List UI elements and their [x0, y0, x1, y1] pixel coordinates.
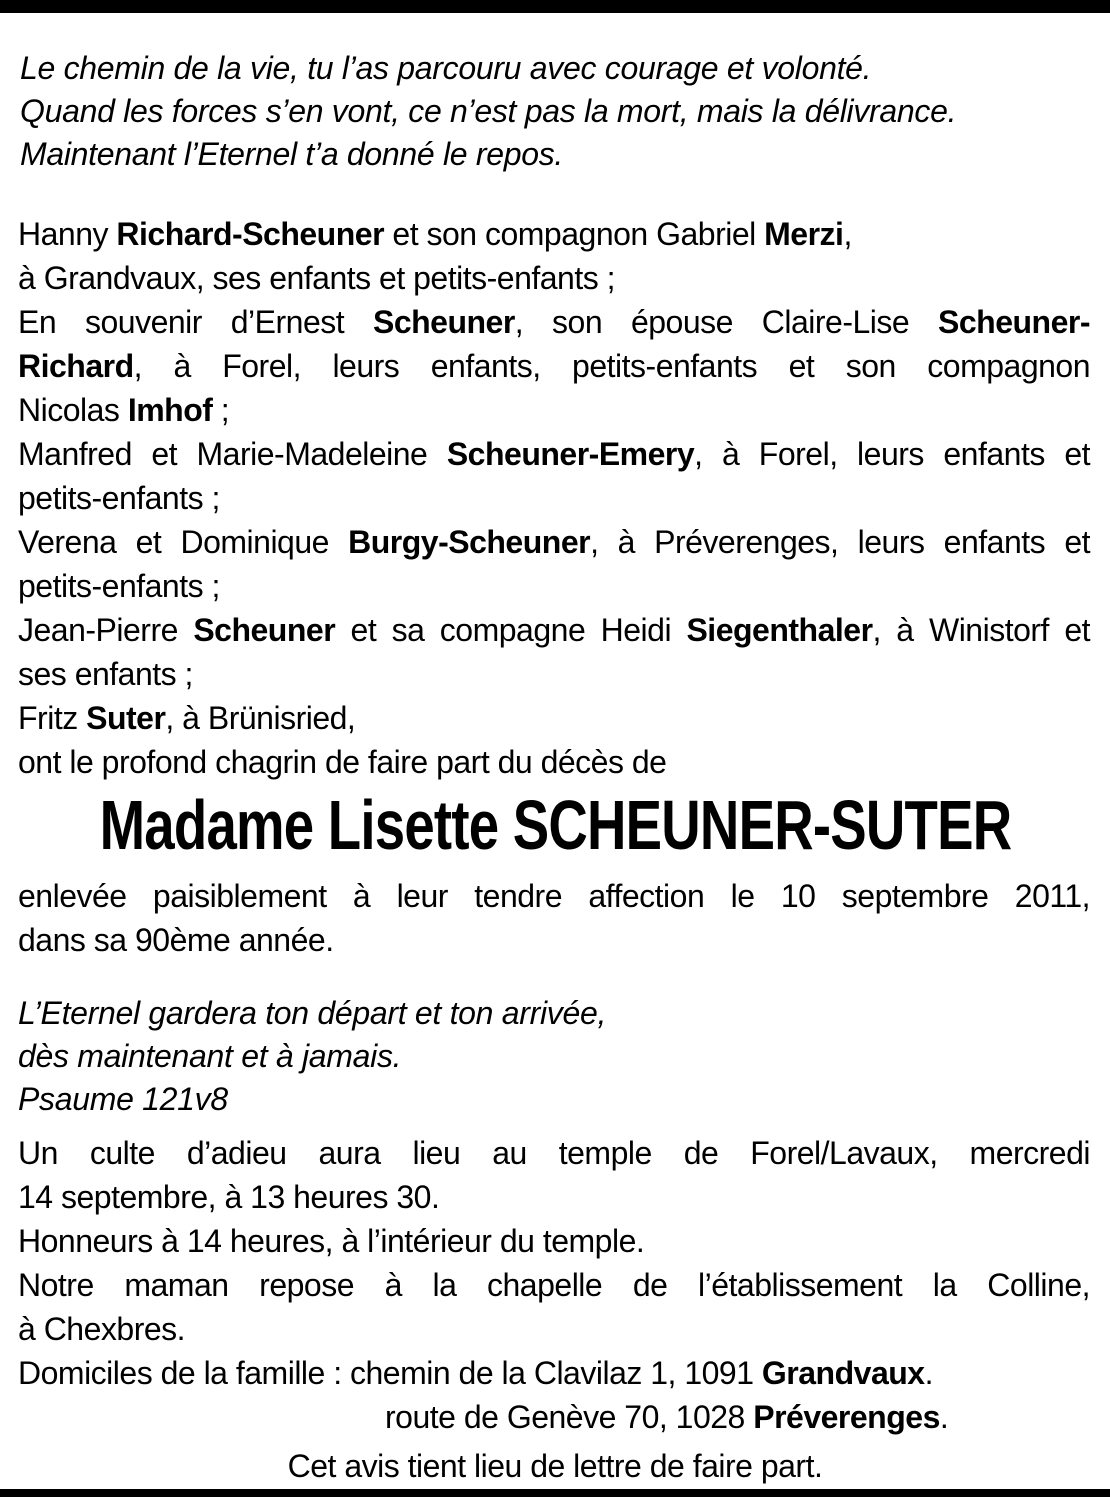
family-line: En souvenir d’Ernest Scheuner, son épouse Claire-Lise Scheuner-: [18, 304, 1090, 340]
ceremony-details: [18, 1131, 1090, 1439]
psalm-line: L’Eternel gardera ton départ et ton arrivée,: [18, 995, 607, 1031]
family-line: ses enfants ;: [18, 656, 193, 692]
family-announcement: [18, 212, 1090, 784]
ceremony-line: Honneurs à 14 heures, à l’intérieur du temple.: [18, 1223, 645, 1259]
family-address-line: Domiciles de la famille : chemin de la Clavilaz 1, 1091 Grandvaux.: [18, 1355, 933, 1391]
ceremony-line: Notre maman repose à la chapelle de l’établissement la Colline,: [18, 1267, 1090, 1303]
top-border-bar: [0, 0, 1110, 13]
ceremony-line: à Chexbres.: [18, 1311, 186, 1347]
death-line: enlevée paisiblement à leur tendre affection le 10 septembre 2011,: [18, 878, 1090, 914]
psalm-line: dès maintenant et à jamais.: [18, 1038, 402, 1074]
family-line: Hanny Richard-Scheuner et son compagnon Gabriel Merzi,: [18, 216, 852, 252]
epigraph-line: Le chemin de la vie, tu l’as parcouru avec courage et volonté.: [20, 50, 872, 86]
family-line: Richard, à Forel, leurs enfants, petits-enfants et son compagnon: [18, 348, 1090, 384]
family-line: Fritz Suter, à Brünisried,: [18, 700, 356, 736]
bottom-border-bar: [0, 1489, 1110, 1497]
family-line: Jean-Pierre Scheuner et sa compagne Heidi Siegenthaler, à Winistorf et: [18, 612, 1091, 648]
death-line: dans sa 90ème année.: [18, 922, 334, 958]
footer-note: Cet avis tient lieu de lettre de faire part.: [287, 1448, 823, 1484]
family-line: petits-enfants ;: [18, 480, 220, 516]
family-line: petits-enfants ;: [18, 568, 220, 604]
family-address-line: route de Genève 70, 1028 Préverenges.: [385, 1399, 949, 1435]
headline-row: [0, 786, 1110, 864]
psalm-reference: Psaume 121v8: [18, 1081, 228, 1117]
ceremony-line: Un culte d’adieu aura lieu au temple de Forel/Lavaux, mercredi: [18, 1135, 1090, 1171]
ceremony-line: 14 septembre, à 13 heures 30.: [18, 1179, 440, 1215]
epigraph-line: Maintenant l’Eternel t’a donné le repos.: [20, 136, 564, 172]
psalm-quote: [18, 992, 1085, 1121]
family-line: à Grandvaux, ses enfants et petits-enfants ;: [18, 260, 616, 296]
family-line: Manfred et Marie-Madeleine Scheuner-Emery, à Forel, leurs enfants et: [18, 436, 1091, 472]
epigraph-quote: [20, 47, 1085, 176]
deceased-name-headline: Madame Lisette SCHEUNER-SUTER: [99, 786, 1011, 864]
family-line: ont le profond chagrin de faire part du décès de: [18, 744, 667, 780]
family-line: Nicolas Imhof ;: [18, 392, 230, 428]
death-statement: [18, 874, 1090, 962]
epigraph-line: Quand les forces s’en vont, ce n’est pas la mort, mais la délivrance.: [20, 93, 957, 129]
family-line: Verena et Dominique Burgy-Scheuner, à Préverenges, leurs enfants et: [18, 524, 1091, 560]
